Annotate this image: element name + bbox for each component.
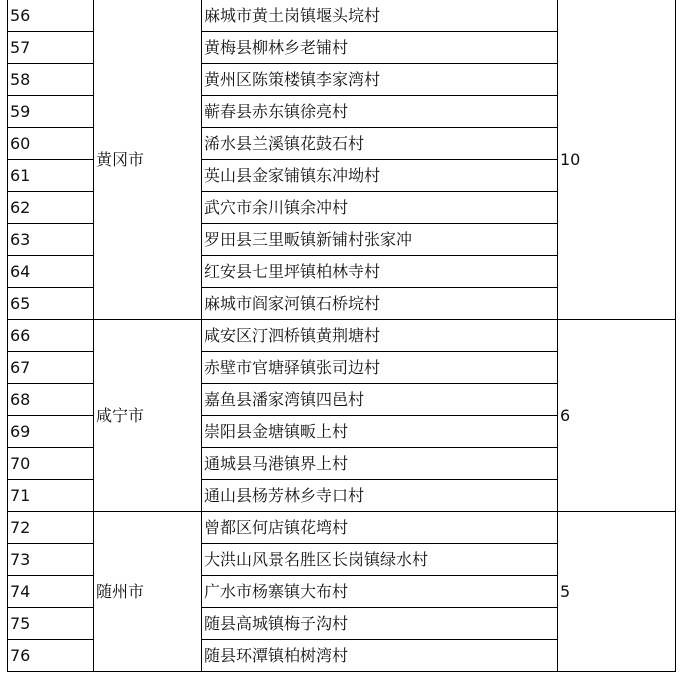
city-cell: 咸宁市 [94,320,202,512]
village-cell: 咸安区汀泗桥镇黄荆塘村 [202,320,558,352]
table-row [8,320,676,352]
row-number: 60 [8,128,94,160]
row-number: 76 [8,640,94,672]
row-number: 70 [8,448,94,480]
village-cell: 红安县七里坪镇柏林寺村 [202,256,558,288]
row-number: 74 [8,576,94,608]
row-number: 63 [8,224,94,256]
village-cell: 大洪山风景名胜区长岗镇绿水村 [202,544,558,576]
villages-table [7,0,676,672]
row-number: 56 [8,0,94,32]
table-row [8,0,676,32]
row-number: 57 [8,32,94,64]
village-cell: 黄州区陈策楼镇李家湾村 [202,64,558,96]
row-number: 66 [8,320,94,352]
row-number: 65 [8,288,94,320]
village-cell: 麻城市阎家河镇石桥垸村 [202,288,558,320]
row-number: 68 [8,384,94,416]
count-cell: 10 [558,0,676,320]
row-number: 72 [8,512,94,544]
village-cell: 罗田县三里畈镇新铺村张家冲 [202,224,558,256]
row-number: 71 [8,480,94,512]
village-cell: 蕲春县赤东镇徐亮村 [202,96,558,128]
row-number: 61 [8,160,94,192]
village-cell: 崇阳县金塘镇畈上村 [202,416,558,448]
row-number: 69 [8,416,94,448]
village-cell: 广水市杨寨镇大布村 [202,576,558,608]
village-cell: 麻城市黄土岗镇堰头垸村 [202,0,558,32]
village-cell: 英山县金家铺镇东冲坳村 [202,160,558,192]
row-number: 62 [8,192,94,224]
row-number: 67 [8,352,94,384]
village-cell: 通城县马港镇界上村 [202,448,558,480]
row-number: 75 [8,608,94,640]
village-cell: 嘉鱼县潘家湾镇四邑村 [202,384,558,416]
city-cell: 黄冈市 [94,0,202,320]
row-number: 64 [8,256,94,288]
table-row [8,512,676,544]
village-cell: 武穴市余川镇余冲村 [202,192,558,224]
count-cell: 6 [558,320,676,512]
row-number: 58 [8,64,94,96]
village-cell: 浠水县兰溪镇花鼓石村 [202,128,558,160]
village-cell: 曾都区何店镇花塆村 [202,512,558,544]
village-cell: 随县环潭镇柏树湾村 [202,640,558,672]
village-cell: 赤壁市官塘驿镇张司边村 [202,352,558,384]
village-cell: 随县高城镇梅子沟村 [202,608,558,640]
city-cell: 随州市 [94,512,202,672]
row-number: 59 [8,96,94,128]
count-cell: 5 [558,512,676,672]
row-number: 73 [8,544,94,576]
village-cell: 黄梅县柳林乡老铺村 [202,32,558,64]
village-cell: 通山县杨芳林乡寺口村 [202,480,558,512]
